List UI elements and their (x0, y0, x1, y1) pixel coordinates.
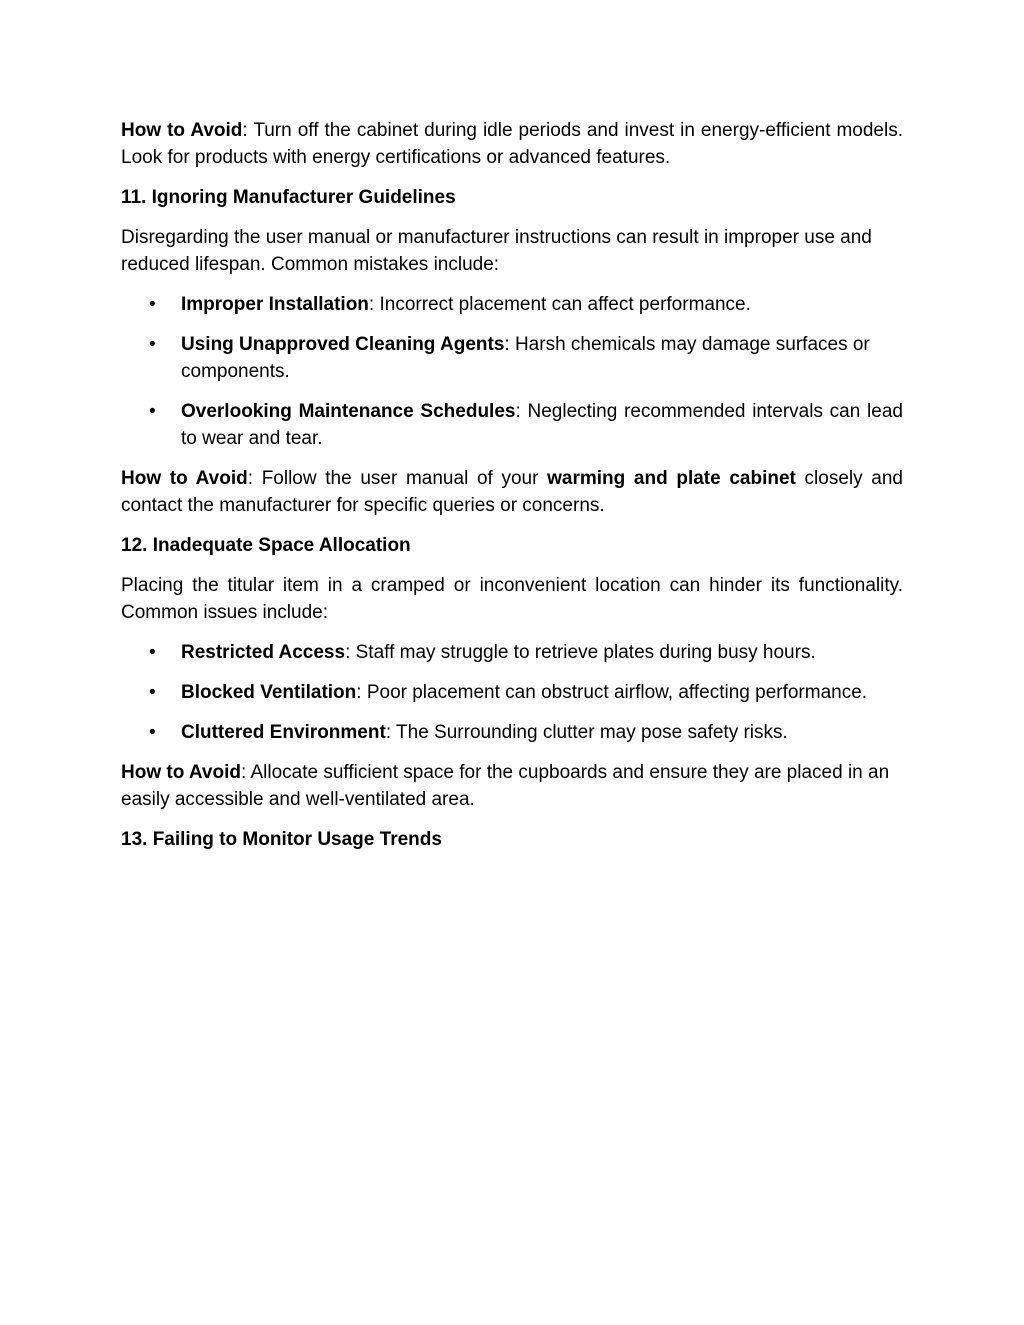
how-to-avoid-text-post: closely and contact the manufacturer for specific queries or concerns. (121, 468, 904, 516)
section-11-heading: 11. Ignoring Manufacturer Guidelines (121, 187, 456, 208)
how-to-avoid-text-pre: : Follow the user manual of your (247, 468, 548, 489)
list-item (121, 291, 903, 318)
section-13-heading: 13. Failing to Monitor Usage Trends (121, 829, 442, 850)
list-item (121, 331, 903, 385)
section-12-heading: 12. Inadequate Space Allocation (121, 535, 411, 556)
how-to-avoid-label: How to Avoid (121, 120, 243, 141)
how-to-avoid-label: How to Avoid (121, 762, 241, 783)
bullet-icon: • (149, 334, 156, 355)
list-item-text: : Poor placement can obstruct airflow, affecting performance. (356, 682, 868, 703)
section-12-how-to-avoid (121, 759, 903, 813)
list-item-label: Restricted Access (181, 642, 346, 663)
bullet-icon: • (149, 294, 156, 315)
bullet-icon: • (149, 722, 156, 743)
bullet-icon: • (149, 401, 156, 422)
bullet-icon: • (149, 642, 156, 663)
bullet-icon: • (149, 682, 156, 703)
list-item-text: : Neglecting recommended intervals can lead to wear and tear. (181, 401, 903, 449)
section-10-how-to-avoid (121, 117, 903, 171)
section-11-how-to-avoid (121, 465, 903, 519)
list-item-text: : Harsh chemicals may damage surfaces or components. (181, 334, 870, 382)
list-item-text: : The Surrounding clutter may pose safety risks. (385, 722, 788, 743)
how-to-avoid-label: How to Avoid (121, 468, 248, 489)
section-11-intro: Disregarding the user manual or manufacturer instructions can result in improper use and reduced lifespan. Common mistakes include: (121, 227, 872, 275)
product-name-bold: warming and plate cabinet (547, 468, 796, 489)
list-item-text: : Staff may struggle to retrieve plates during busy hours. (345, 642, 816, 663)
list-item (121, 639, 903, 666)
list-item (121, 679, 903, 706)
list-item (121, 719, 903, 746)
section-12-intro: Placing the titular item in a cramped or inconvenient location can hinder its functionality. Common issues include: (121, 575, 903, 623)
how-to-avoid-text: : Turn off the cabinet during idle periods and invest in energy-efficient models. Look for products with energy certifications or advanced features. (121, 120, 903, 168)
list-item-label: Overlooking Maintenance Schedules (181, 401, 516, 422)
list-item-label: Cluttered Environment (181, 722, 386, 743)
document-page (121, 117, 903, 866)
list-item-label: Improper Installation (181, 294, 369, 315)
list-item-label: Using Unapproved Cleaning Agents (181, 334, 505, 355)
section-11-list (121, 291, 903, 452)
section-12-list (121, 639, 903, 746)
list-item-label: Blocked Ventilation (181, 682, 357, 703)
how-to-avoid-text: : Allocate sufficient space for the cupboards and ensure they are placed in an easily accessible and well-ventilated area. (121, 762, 890, 810)
list-item-text: : Incorrect placement can affect performance. (368, 294, 751, 315)
list-item (121, 398, 903, 452)
